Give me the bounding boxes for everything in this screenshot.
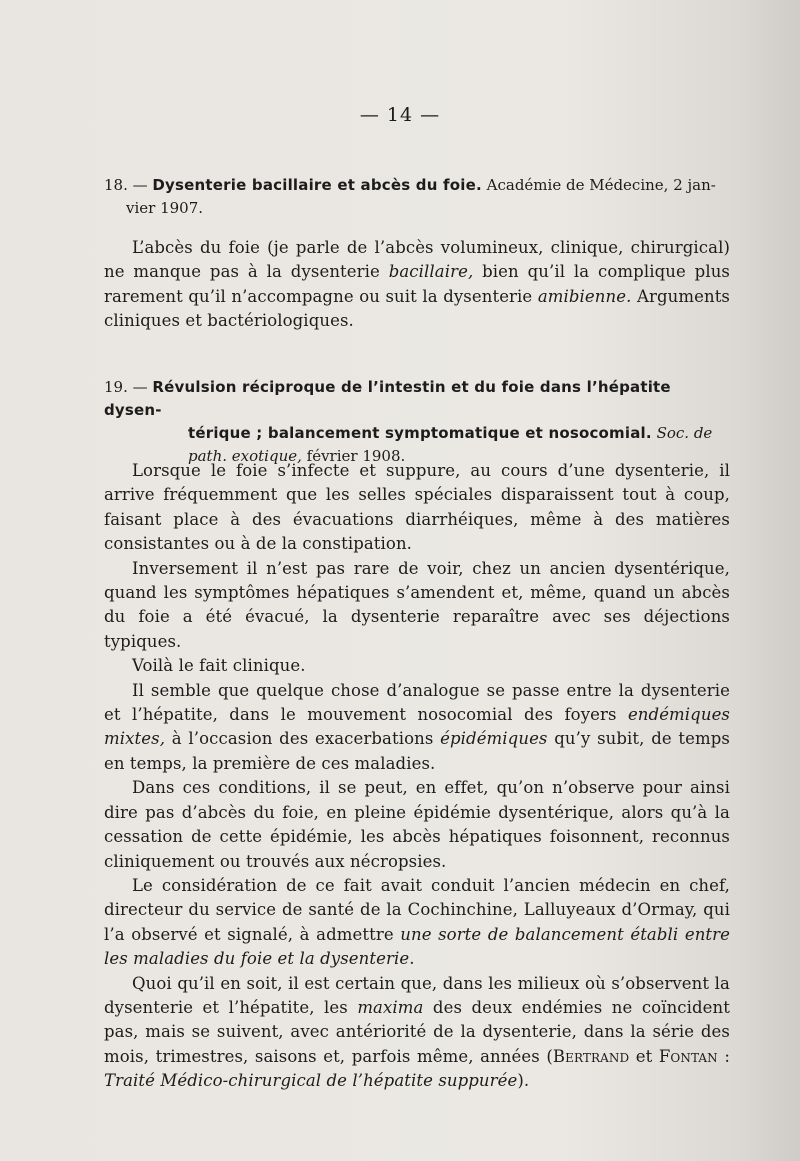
paragraph: Quoi qu’il en soit, il est certain que, dans les milieux où s’observent la dysenterie et l’hépatite, les maxima des deux endémies ne coïncident pas, mais se suivent, avec antériorité de la dysenterie, dans la série des mois, trimestres, saisons et, parfois même, années (Bertrand et Fontan : Traité Médico-chirurgical de l’hépatite suppurée). [104,973,730,1091]
paragraph: Le considération de ce fait avait conduit l’ancien médecin en chef, directeur du service de santé de la Cochinchine, Lalluyeaux d’Ormay, qui l’a observé et signalé, à admettre une sorte de balancement établi entre les maladies du foie et la dysenterie. [104,875,731,969]
paragraph: Il semble que quelque chose d’analogue se passe entre la dysenterie et l’hépatite, dans le mouvement nosocomial des foyers endémiques mixtes, à l’occasion des exacerbations épidémiques qu’y subit, de temps en temps, la première de ces maladies. [104,680,730,773]
page-number: — 14 — [359,104,441,126]
entry-19-source-date: février 1908. [306,447,406,465]
entry-18-source-cont: vier 1907. [126,199,204,217]
paragraph: L’abcès du foie (je parle de l’abcès volumineux, clinique, chirurgical) ne manque pas à la dysenterie bacillaire, bien qu’il la complique plus rarement qu’il n’accompagne ou suit la dysenterie amibienne. Arguments cliniques et bactériologiques. [104,238,730,331]
entry-19-number: 19. — [104,378,148,396]
entry-19-title: Révulsion réciproque de l’intestin et du foie dans l’hépatite dysen- [104,378,671,419]
paragraph: Voilà le fait clinique. [132,656,306,676]
entry-19-body [104,459,730,1094]
entry-19-heading [104,376,730,468]
entry-19-source-journal: Soc. de path. exotique, [188,424,713,465]
entry-18-title: Dysenterie bacillaire et abcès du foie. [152,176,482,194]
paragraph: Inversement il n’est pas rare de voir, chez un ancien dysentérique, quand les symptômes hépatiques s’amendent et, même, quand un abcès du foie a été évacué, la dysenterie reparaître avec ses déjections typiques. [104,558,730,651]
entry-18-source: Académie de Médecine, 2 jan- [486,176,716,194]
entry-18-body [104,236,730,334]
paragraph: Dans ces conditions, il se peut, en effet, qu’on n’observe pour ainsi dire pas d’abcès du foie, en pleine épidémie dysentérique, alors qu’à la cessation de cette épidémie, les abcès hépatiques foisonnent, reconnus cliniquement ou trouvés aux nécropsies. [104,778,730,871]
entry-19-title-cont: térique ; balancement symptomatique et nosocomial. [188,424,652,442]
entry-18-number: 18. — [104,176,148,194]
entry-18-heading [104,174,730,220]
paragraph: Lorsque le foie s’infecte et suppure, au cours d’une dysenterie, il arrive fréquemment que les selles spéciales disparaissent tout à coup, faisant place à des évacuations diarrhéiques, même à des matières consistantes ou à de la constipation. [104,461,730,554]
